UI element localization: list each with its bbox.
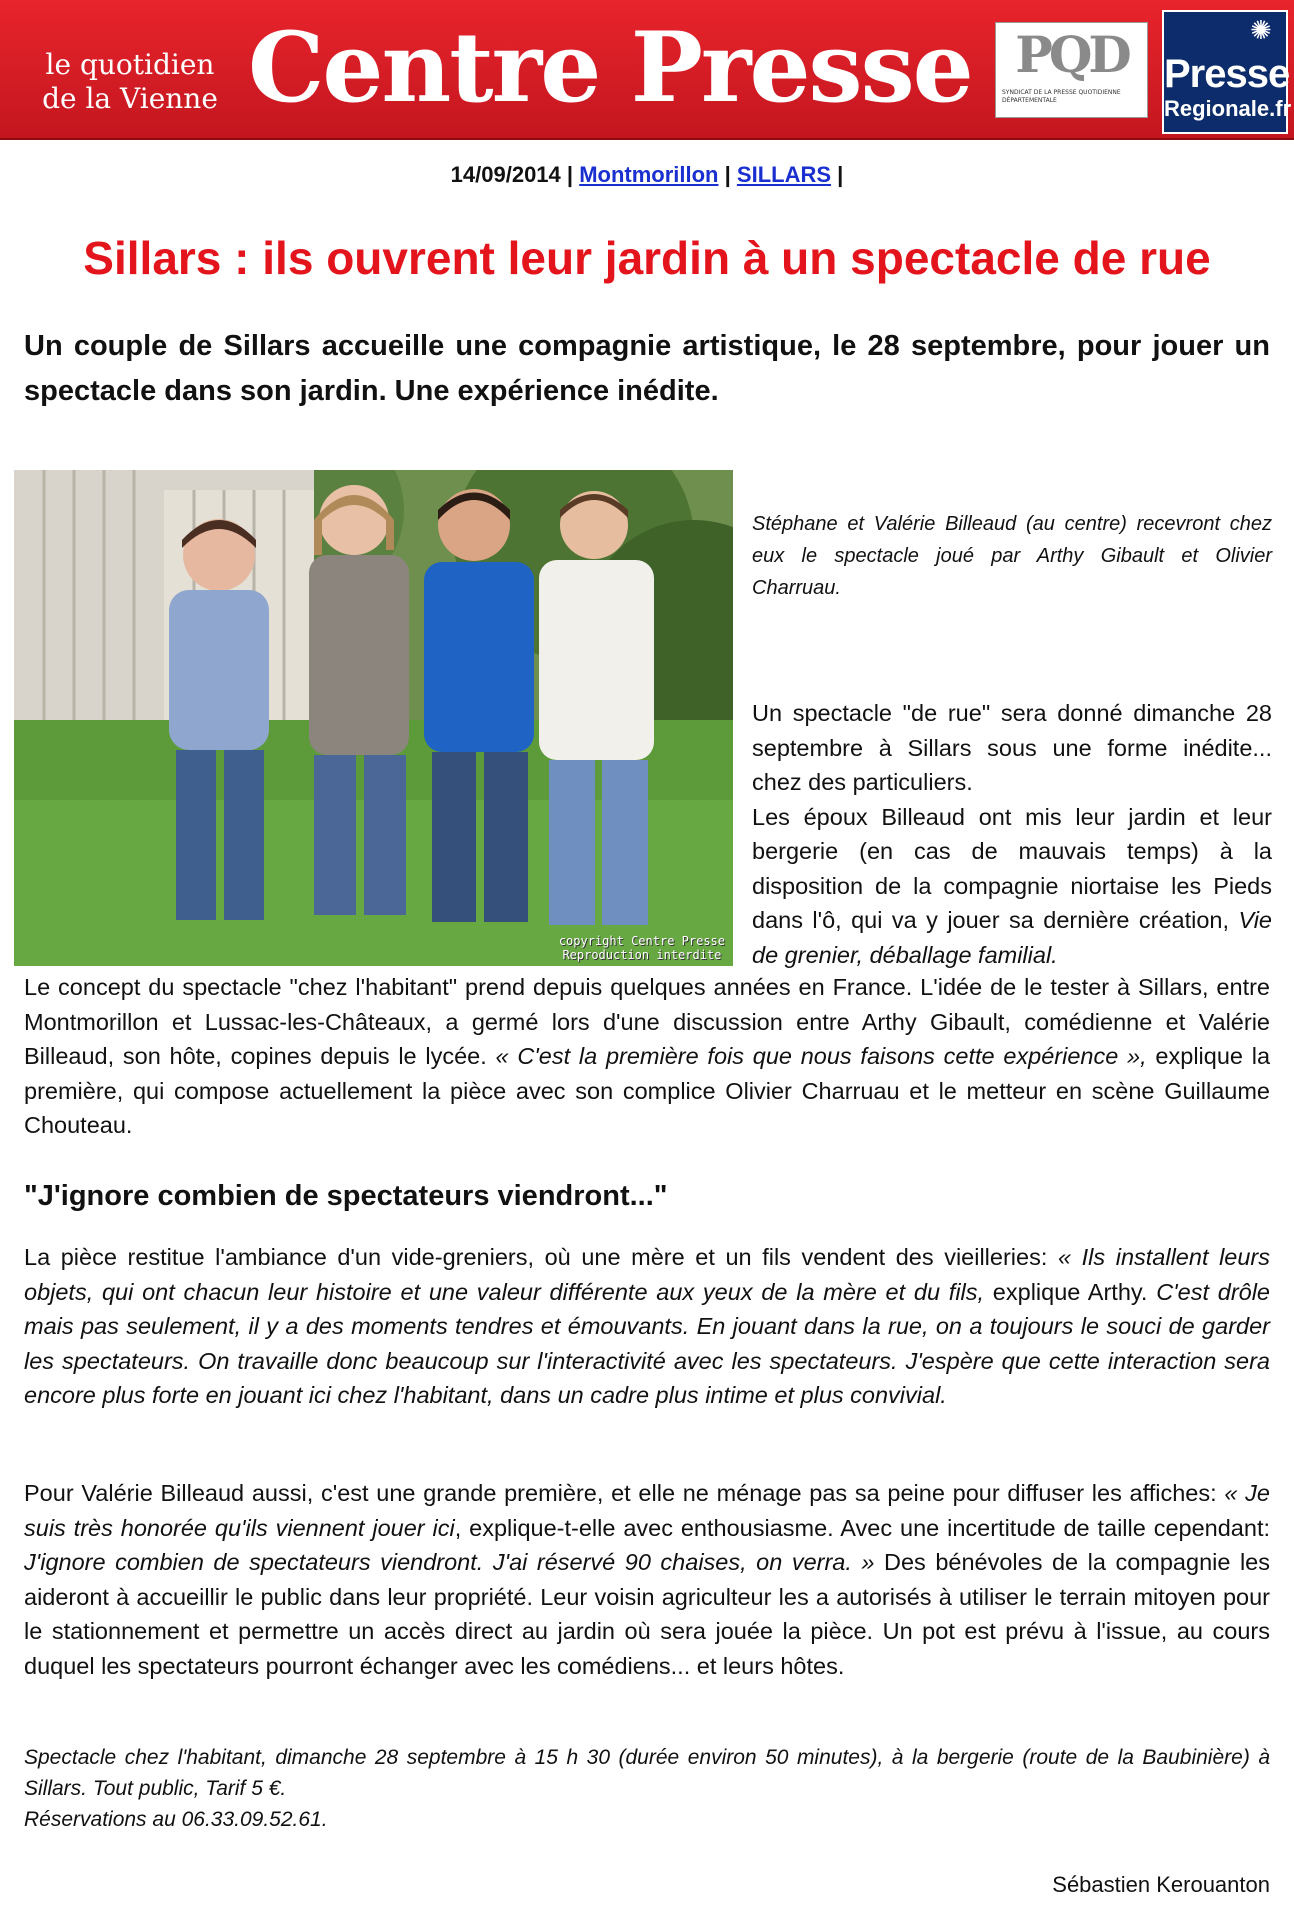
practical-info-line1: Spectacle chez l'habitant, dimanche 28 septembre à 15 h 30 (durée environ 50 minutes), à la bergerie (route de la Baubinière) à Sillars. Tout public, Tarif 5 €. xyxy=(24,1746,1270,1800)
presse-regionale-line1: Presse xyxy=(1164,52,1290,96)
article-intro-column xyxy=(752,696,1272,972)
paragraph-3-quote: « C'est la première fois que nous faisons cette expérience », xyxy=(495,1043,1147,1069)
practical-info xyxy=(24,1742,1270,1835)
separator: | xyxy=(724,162,731,187)
article-date: 14/09/2014 xyxy=(450,162,561,187)
masthead xyxy=(0,0,1294,140)
photo-caption: Stéphane et Valérie Billeaud (au centre) recevront chez eux le spectacle joué par Arthy Gibault et Olivier Charruau. xyxy=(752,513,1272,599)
paragraph-5-text-b: , explique-t-elle avec enthousiasme. Avec une incertitude de taille cependant: xyxy=(454,1514,1270,1541)
photo-credit-line2: Reproduction interdite xyxy=(562,948,722,962)
paragraph-2-text: Les époux Billeaud ont mis leur jardin et leur bergerie (en cas de mauvais temps) à la disposition de la compagnie niortaise les Pieds dans l'ô, qui va y jouer sa dernière création, xyxy=(752,803,1272,933)
paragraph-4-quote-1: « Ils installent leurs objets, qui ont chacun leur histoire et une valeur différente aux yeux de la mère et du fils, xyxy=(24,1244,1271,1305)
practical-info-line2: Réservations au 06.33.09.52.61. xyxy=(24,1808,328,1831)
star-icon: ✺ xyxy=(1250,16,1272,46)
section-link-sillars[interactable]: SILLARS xyxy=(736,162,832,187)
separator: | xyxy=(837,162,844,187)
paragraph-3-text-a: Le concept du spectacle "chez l'habitant" prend depuis quelques années en France. L'idée de le tester à Sillars, entre Montmorillon et Lussac-les-Châteaux, a germé lors d'une discussion entre Arthy Gibault, comédienne et Valérie Billeaud, son hôte, copines depuis le lycée. xyxy=(24,974,1270,1069)
paragraph-5-quote-1: « Je suis très honorée qu'ils viennent jouer ici xyxy=(24,1480,1270,1541)
article-subhead: "J'ignore combien de spectateurs viendront..." xyxy=(24,1180,668,1212)
section-link-montmorillon[interactable]: Montmorillon xyxy=(579,162,719,187)
article-title: Sillars : ils ouvrent leur jardin à un spectacle de rue xyxy=(83,232,1211,284)
pqd-logo-mark: PQD xyxy=(1015,25,1128,84)
tagline-line2: de la Vienne xyxy=(42,82,218,115)
paragraph-5-text-c: Des bénévoles de la compagnie les aideront à accueillir le public dans leur propriété. Leur voisin agriculteur les a autorisés à utiliser le terrain mitoyen pour le stationnement et permettre un accès direct au jardin où sera jouée la pièce. Un pot est prévu à l'issue, au cours duquel les spectateurs pourront échanger avec les comédiens... et leurs hôtes. xyxy=(24,1549,1270,1679)
dateline xyxy=(0,160,1294,190)
tagline-line1: le quotidien xyxy=(45,48,215,81)
article-photo xyxy=(14,470,733,966)
paragraph-5-quote-2: J'ignore combien de spectateurs viendront. J'ai réservé 90 chaises, on verra. » xyxy=(24,1549,875,1575)
paragraph-3-text-b: explique la première, qui compose actuellement la pièce avec son complice Olivier Charruau et le metteur en scène Guillaume Chouteau. xyxy=(24,1043,1271,1138)
pqd-logo-sub: SYNDICAT DE LA PRESSE QUOTIDIENNE DÉPARTEMENTALE xyxy=(1002,89,1121,104)
article-author: Sébastien Kerouanton xyxy=(1052,1872,1270,1897)
paragraph-3 xyxy=(24,970,1270,1143)
photo-illustration xyxy=(14,470,733,966)
separator: | xyxy=(566,162,574,187)
photo-credit xyxy=(559,934,725,962)
pqd-logo[interactable] xyxy=(995,22,1148,118)
paragraph-4-text-a: La pièce restitue l'ambiance d'un vide-greniers, où une mère et un fils vendent des vieilleries: xyxy=(24,1244,1058,1270)
paragraph-1: Un spectacle "de rue" sera donné dimanche 28 septembre à Sillars sous une forme inédite... chez des particuliers. xyxy=(752,700,1272,795)
paragraph-2 xyxy=(752,800,1272,973)
presse-regionale-line2: Regionale.fr xyxy=(1164,96,1292,121)
show-title: Vie de grenier, déballage familial. xyxy=(752,907,1272,968)
paragraph-4-quote-2: C'est drôle mais pas seulement, il y a des moments tendres et émouvants. En jouant dans la rue, on a toujours le souci de garder les spectateurs. On travaille donc beaucoup sur l'interactivité avec les spectateurs. J'espère que cette interaction sera encore plus forte en jouant ici chez l'habitant, dans un cadre plus intime et plus convivial. xyxy=(24,1278,1271,1408)
paragraph-4-text-b: explique Arthy. xyxy=(984,1278,1157,1305)
paragraph-4 xyxy=(24,1240,1270,1413)
article-lede: Un couple de Sillars accueille une compagnie artistique, le 28 septembre, pour jouer un spectacle dans son jardin. Une expérience inédite. xyxy=(24,330,1270,407)
masthead-tagline xyxy=(40,48,220,116)
photo-credit-line1: copyright Centre Presse xyxy=(558,934,725,948)
paragraph-5-text-a: Pour Valérie Billeaud aussi, c'est une grande première, et elle ne ménage pas sa peine pour diffuser les affiches: xyxy=(24,1480,1225,1506)
paragraph-5 xyxy=(24,1476,1270,1683)
brand-logo[interactable]: Centre Presse xyxy=(248,11,972,124)
presse-regionale-logo[interactable] xyxy=(1162,10,1292,134)
